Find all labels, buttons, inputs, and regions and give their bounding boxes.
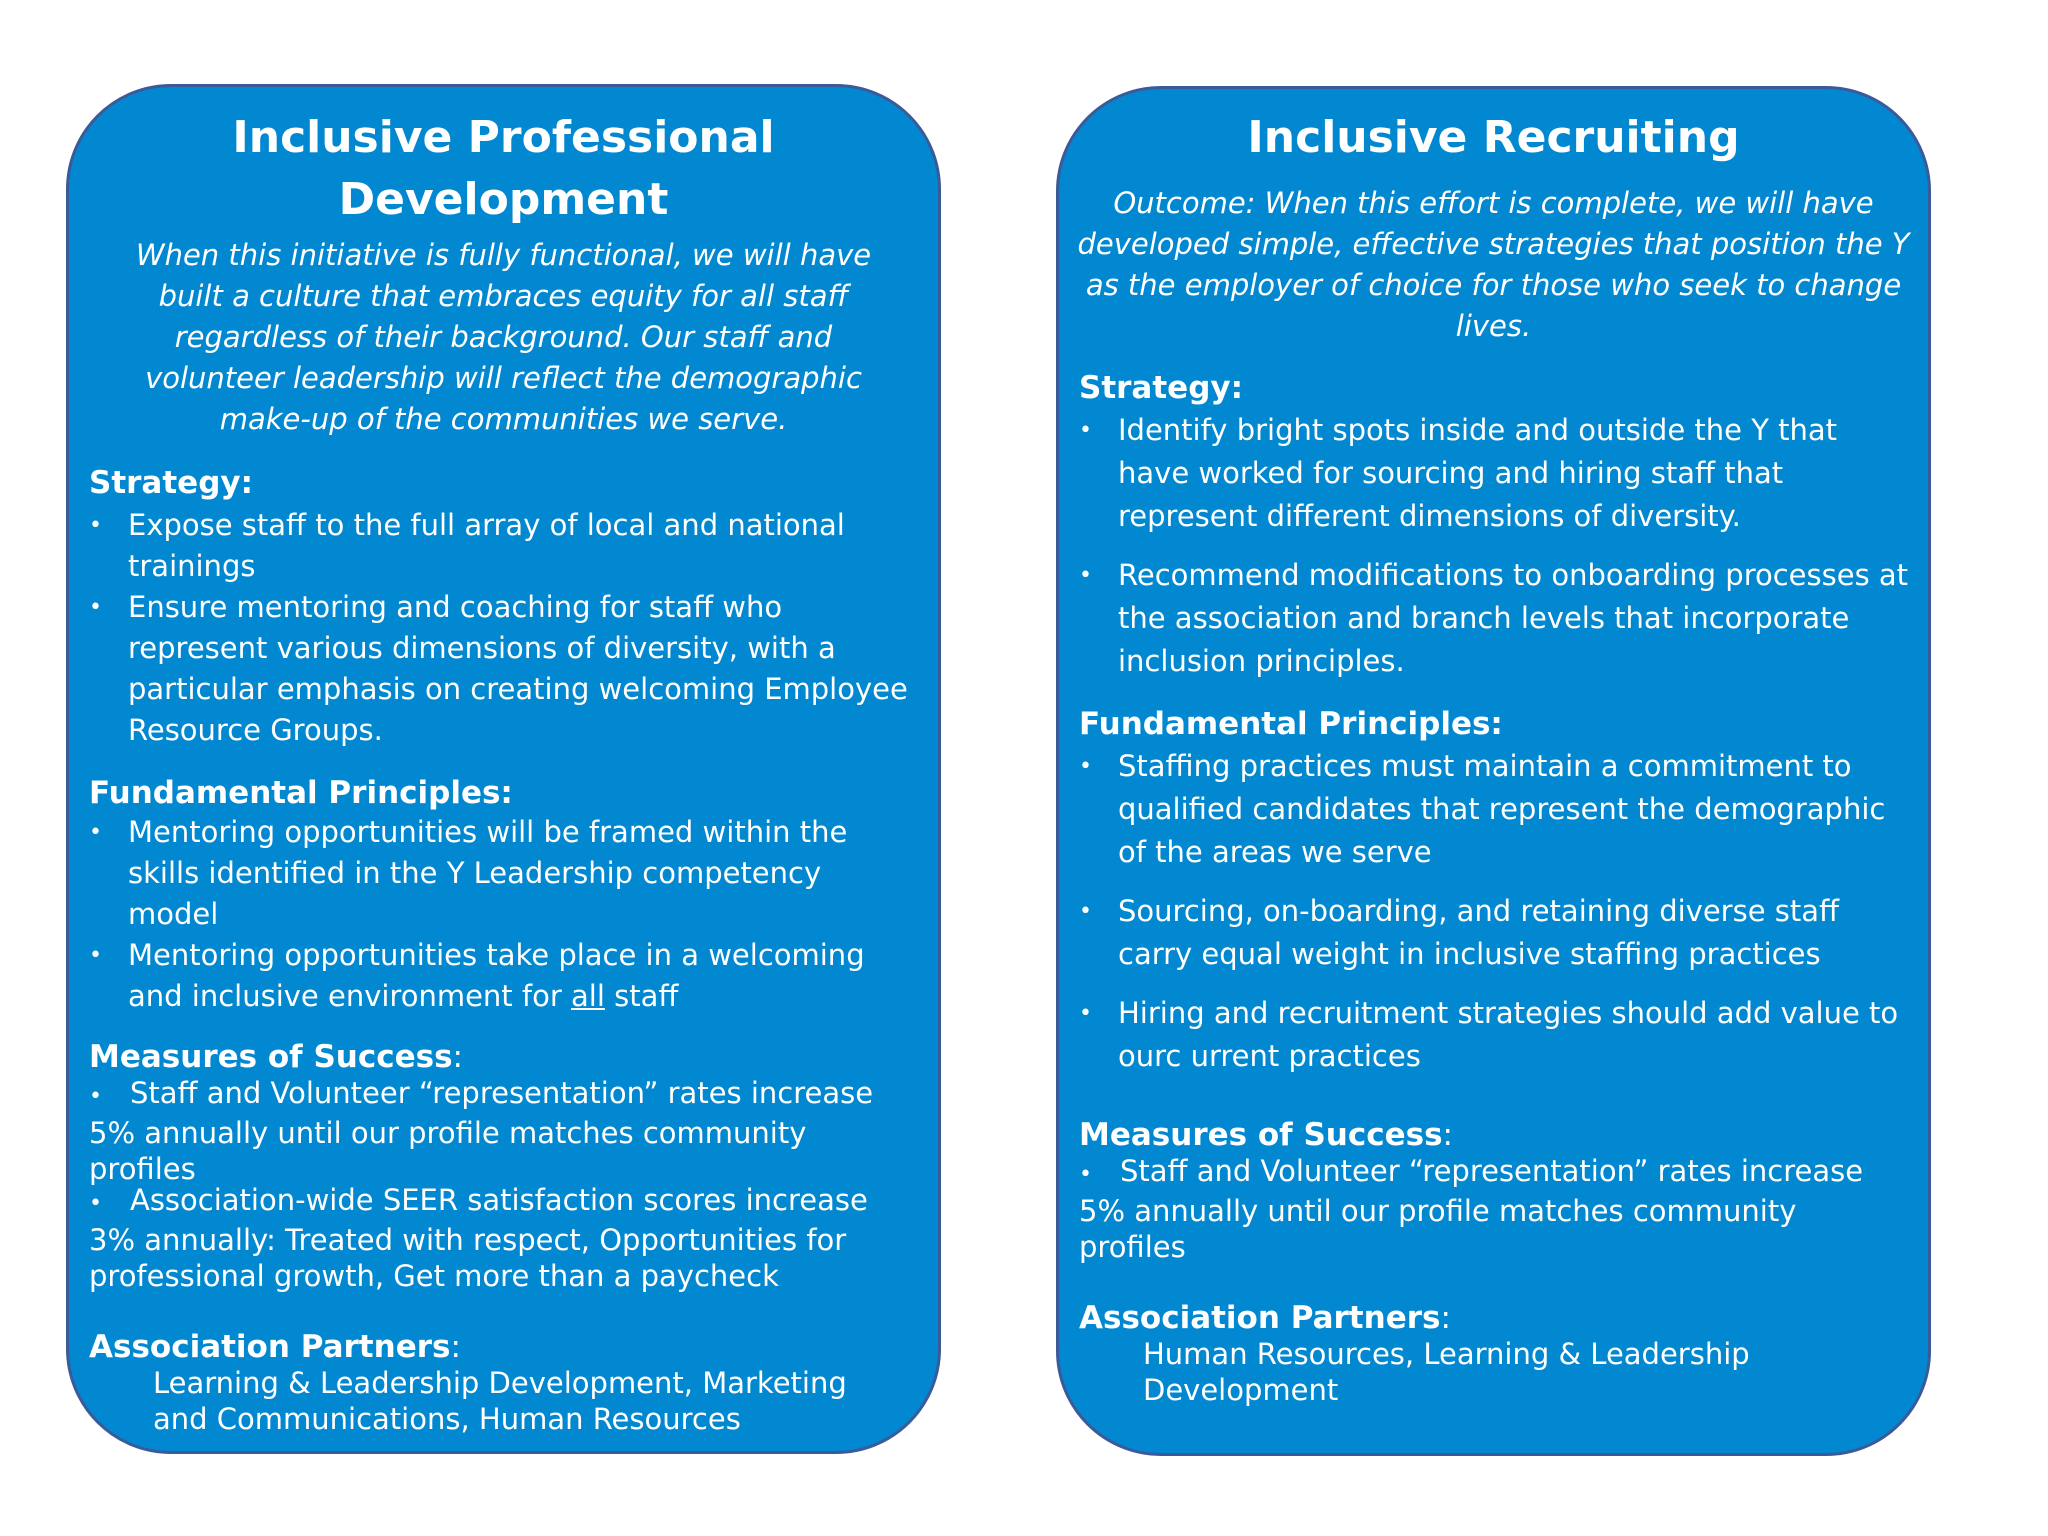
measures-heading: Measures of Success: bbox=[89, 1039, 463, 1075]
list-item: • Identify bright spots inside and outside the Y that have worked for sourcing and hiring staff that represent different dimensions of diversity. bbox=[1079, 413, 1838, 533]
list-item: • Hiring and recruitment strategies should add value to ourc urrent practices bbox=[1079, 996, 1899, 1073]
list-item: • Staffing practices must maintain a commitment to qualified candidates that represent the demographic of the areas we serve bbox=[1079, 749, 1886, 869]
card-inclusive-recruiting bbox=[1056, 86, 1931, 1456]
outcome-statement: When this initiative is fully functional, we will have built a culture that embraces equity for all staff regardless of their background. Our staff and volunteer leadership will reflect the demographic make-up of the communities we serve. bbox=[135, 238, 872, 436]
principles-list bbox=[89, 812, 914, 1017]
card-inclusive-professional-development bbox=[66, 84, 941, 1454]
measure-item: • Staff and Volunteer “representation” rates increase 5% annually until our profile matches community profiles bbox=[89, 1076, 874, 1186]
outcome-statement: Outcome: When this effort is complete, we will have developed simple, effective strategies that position the Y as the employer of choice for those who seek to change lives. bbox=[1077, 186, 1910, 343]
list-item: • Sourcing, on-boarding, and retaining diverse staff carry equal weight in inclusive staffing practices bbox=[1079, 894, 1839, 971]
partners-heading: Association Partners: bbox=[1079, 1300, 1451, 1336]
card-title: Inclusive Professional Development bbox=[232, 112, 775, 225]
measure-item: • Staff and Volunteer “representation” rates increase 5% annually until our profile matches community profiles bbox=[1079, 1154, 1864, 1264]
list-item: • Mentoring opportunities will be framed within the skills identified in the Y Leadership competency model bbox=[89, 815, 848, 931]
measure-item: • Association-wide SEER satisfaction scores increase 3% annually: Treated with respect, Opportunities for professional growth, Get more than a paycheck bbox=[89, 1183, 868, 1293]
list-item: • Ensure mentoring and coaching for staff who represent various dimensions of diversity, with a particular emphasis on creating welcoming Employee Resource Groups. bbox=[89, 590, 908, 747]
strategy-list bbox=[1079, 409, 1912, 683]
principles-heading: Fundamental Principles: bbox=[1079, 706, 1503, 742]
partners-list: Learning & Leadership Development, Marketing and Communications, Human Resources bbox=[153, 1366, 847, 1436]
measures-heading: Measures of Success: bbox=[1079, 1117, 1453, 1153]
strategy-heading: Strategy: bbox=[89, 465, 253, 501]
principles-list bbox=[1079, 745, 1912, 1078]
list-item: • Recommend modifications to onboarding processes at the association and branch levels that incorporate inclusion principles. bbox=[1079, 558, 1909, 678]
partners-list: Human Resources, Learning & Leadership Development bbox=[1143, 1337, 1750, 1407]
card-title: Inclusive Recruiting bbox=[1247, 112, 1740, 163]
strategy-list bbox=[89, 505, 914, 751]
principles-heading: Fundamental Principles: bbox=[89, 775, 513, 811]
list-item: • Mentoring opportunities take place in a welcoming and inclusive environment for all staff bbox=[89, 938, 865, 1013]
list-item: • Expose staff to the full array of local and national trainings bbox=[89, 508, 845, 583]
partners-heading: Association Partners: bbox=[89, 1329, 461, 1365]
strategy-heading: Strategy: bbox=[1079, 370, 1243, 406]
